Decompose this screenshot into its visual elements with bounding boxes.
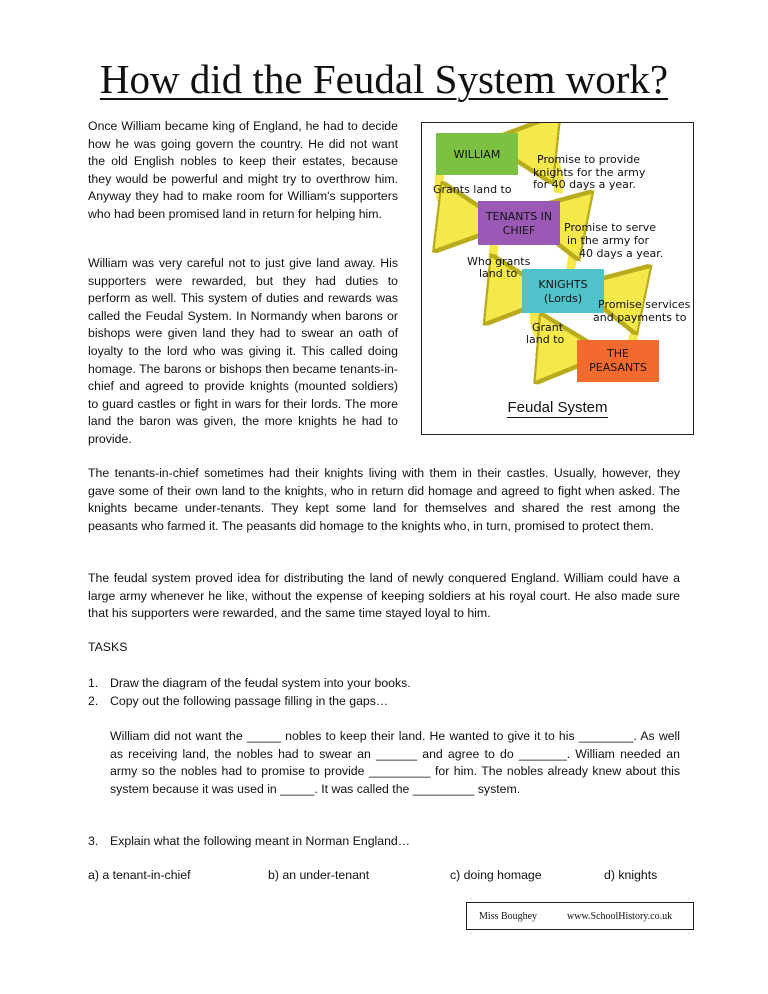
footer-credit bbox=[466, 902, 694, 930]
footer-author: Miss Boughey bbox=[479, 910, 538, 922]
label-grants-2b: land to bbox=[479, 267, 518, 280]
box-tenants-label-1: TENANTS IN bbox=[485, 210, 553, 223]
label-promise-2b: in the army for bbox=[567, 234, 649, 247]
box-knights-label-2: (Lords) bbox=[543, 292, 583, 305]
task-list bbox=[88, 675, 680, 710]
box-knights-label-1: KNIGHTS bbox=[538, 278, 588, 291]
task-text: Copy out the following passage filling in the gaps… bbox=[110, 693, 389, 708]
paragraph-duties: William was very careful not to just give land away. His supporters were rewarded, but they had duties to perform as well. This system of duties and rewards was called the Feudal System. In Normandy when barons or bishops were given land they had to swear an oath of loyalty to the lord who was giving it. This called doing homage. The barons or bishops then became tenants-in-chief and agreed to provide knights (mounted soldiers) to guard castles or fight in wars for their lords. The more land the baron was given, the more knights he had to provide. bbox=[88, 256, 398, 446]
task-item-3 bbox=[88, 834, 410, 848]
task-text: Explain what the following meant in Norman England… bbox=[110, 834, 411, 848]
label-promise-1c: for 40 days a year. bbox=[533, 178, 636, 191]
option-a: a) a tenant-in-chief bbox=[88, 868, 191, 882]
label-grants-3a: Grant bbox=[532, 321, 564, 334]
box-william-label: WILLIAM bbox=[453, 148, 501, 161]
label-grants-1: Grants land to bbox=[433, 183, 512, 196]
footer-website: www.SchoolHistory.co.uk bbox=[567, 910, 673, 922]
box-knights bbox=[522, 269, 604, 313]
task-number: 3. bbox=[88, 834, 99, 848]
paragraph-knights: The tenants-in-chief sometimes had their knights living with them in their castles. Usually, however, they gave some of their own land to the knights, who in return did homage and agreed to fight when asked. The knights became under-tenants. They kept some land for themselves and shared the rest among the peasants who farmed it. The peasants did homage to the knights who, in turn, promised to protect them. bbox=[88, 466, 680, 533]
label-promise-1a: Promise to provide bbox=[537, 153, 641, 166]
diagram-caption bbox=[422, 399, 693, 416]
option-d: d) knights bbox=[604, 868, 658, 882]
label-promise-3b: and payments to bbox=[593, 311, 687, 324]
page-title: How did the Feudal System work? bbox=[99, 56, 669, 102]
arrow-grants-1 bbox=[439, 173, 472, 221]
label-promise-2a: Promise to serve bbox=[564, 221, 657, 234]
box-tenants-in-chief bbox=[478, 201, 560, 245]
label-grants-3b: land to bbox=[526, 333, 565, 346]
task-item-2 bbox=[88, 693, 680, 711]
feudal-system-diagram bbox=[421, 122, 694, 435]
diagram-caption-text: Feudal System bbox=[507, 399, 608, 416]
diagram-canvas bbox=[422, 123, 693, 434]
gap-fill-passage: William did not want the _____ nobles to keep their land. He wanted to give it to his ________. As well as receiving land, the nobles had to swear an ______ and agree to do _______. William needed an army so the nobles had to promise to provide _________ for him. The nobles already knew about this system because it was used in _____. It was called the _________ system. bbox=[110, 729, 680, 796]
label-grants-2a: Who grants bbox=[467, 255, 531, 268]
box-peasants-label-2: PEASANTS bbox=[589, 361, 647, 374]
label-promise-2c: 40 days a year. bbox=[579, 247, 664, 260]
paragraph-conclusion: The feudal system proved idea for distributing the land of newly conquered England. William could have a large army whenever he like, without the expense of keeping soldiers at his royal court. He also made sure that his supporters were rewarded, and the same time stayed loyal to him. bbox=[88, 571, 680, 621]
label-promise-3a: Promise services bbox=[598, 298, 691, 311]
task-number: 1. bbox=[88, 676, 99, 690]
box-tenants-label-2: CHIEF bbox=[502, 224, 536, 237]
tasks-heading: TASKS bbox=[88, 640, 128, 654]
paragraph-intro: Once William became king of England, he had to decide how he was going govern the country. He did not want the old English nobles to keep their estates, because they would be powerful and might try to overthrow him. Anyway they had to make room for William's supporters who had been promised land in return for helping him. bbox=[88, 119, 398, 221]
task-text: Draw the diagram of the feudal system into your books. bbox=[110, 676, 411, 690]
box-peasants-label-1: THE bbox=[607, 347, 629, 360]
task-number: 2. bbox=[88, 693, 99, 708]
option-b: b) an under-tenant bbox=[268, 868, 370, 882]
label-promise-1b: knights for the army bbox=[533, 166, 646, 179]
task-item-1 bbox=[88, 675, 680, 693]
option-c: c) doing homage bbox=[450, 868, 542, 882]
